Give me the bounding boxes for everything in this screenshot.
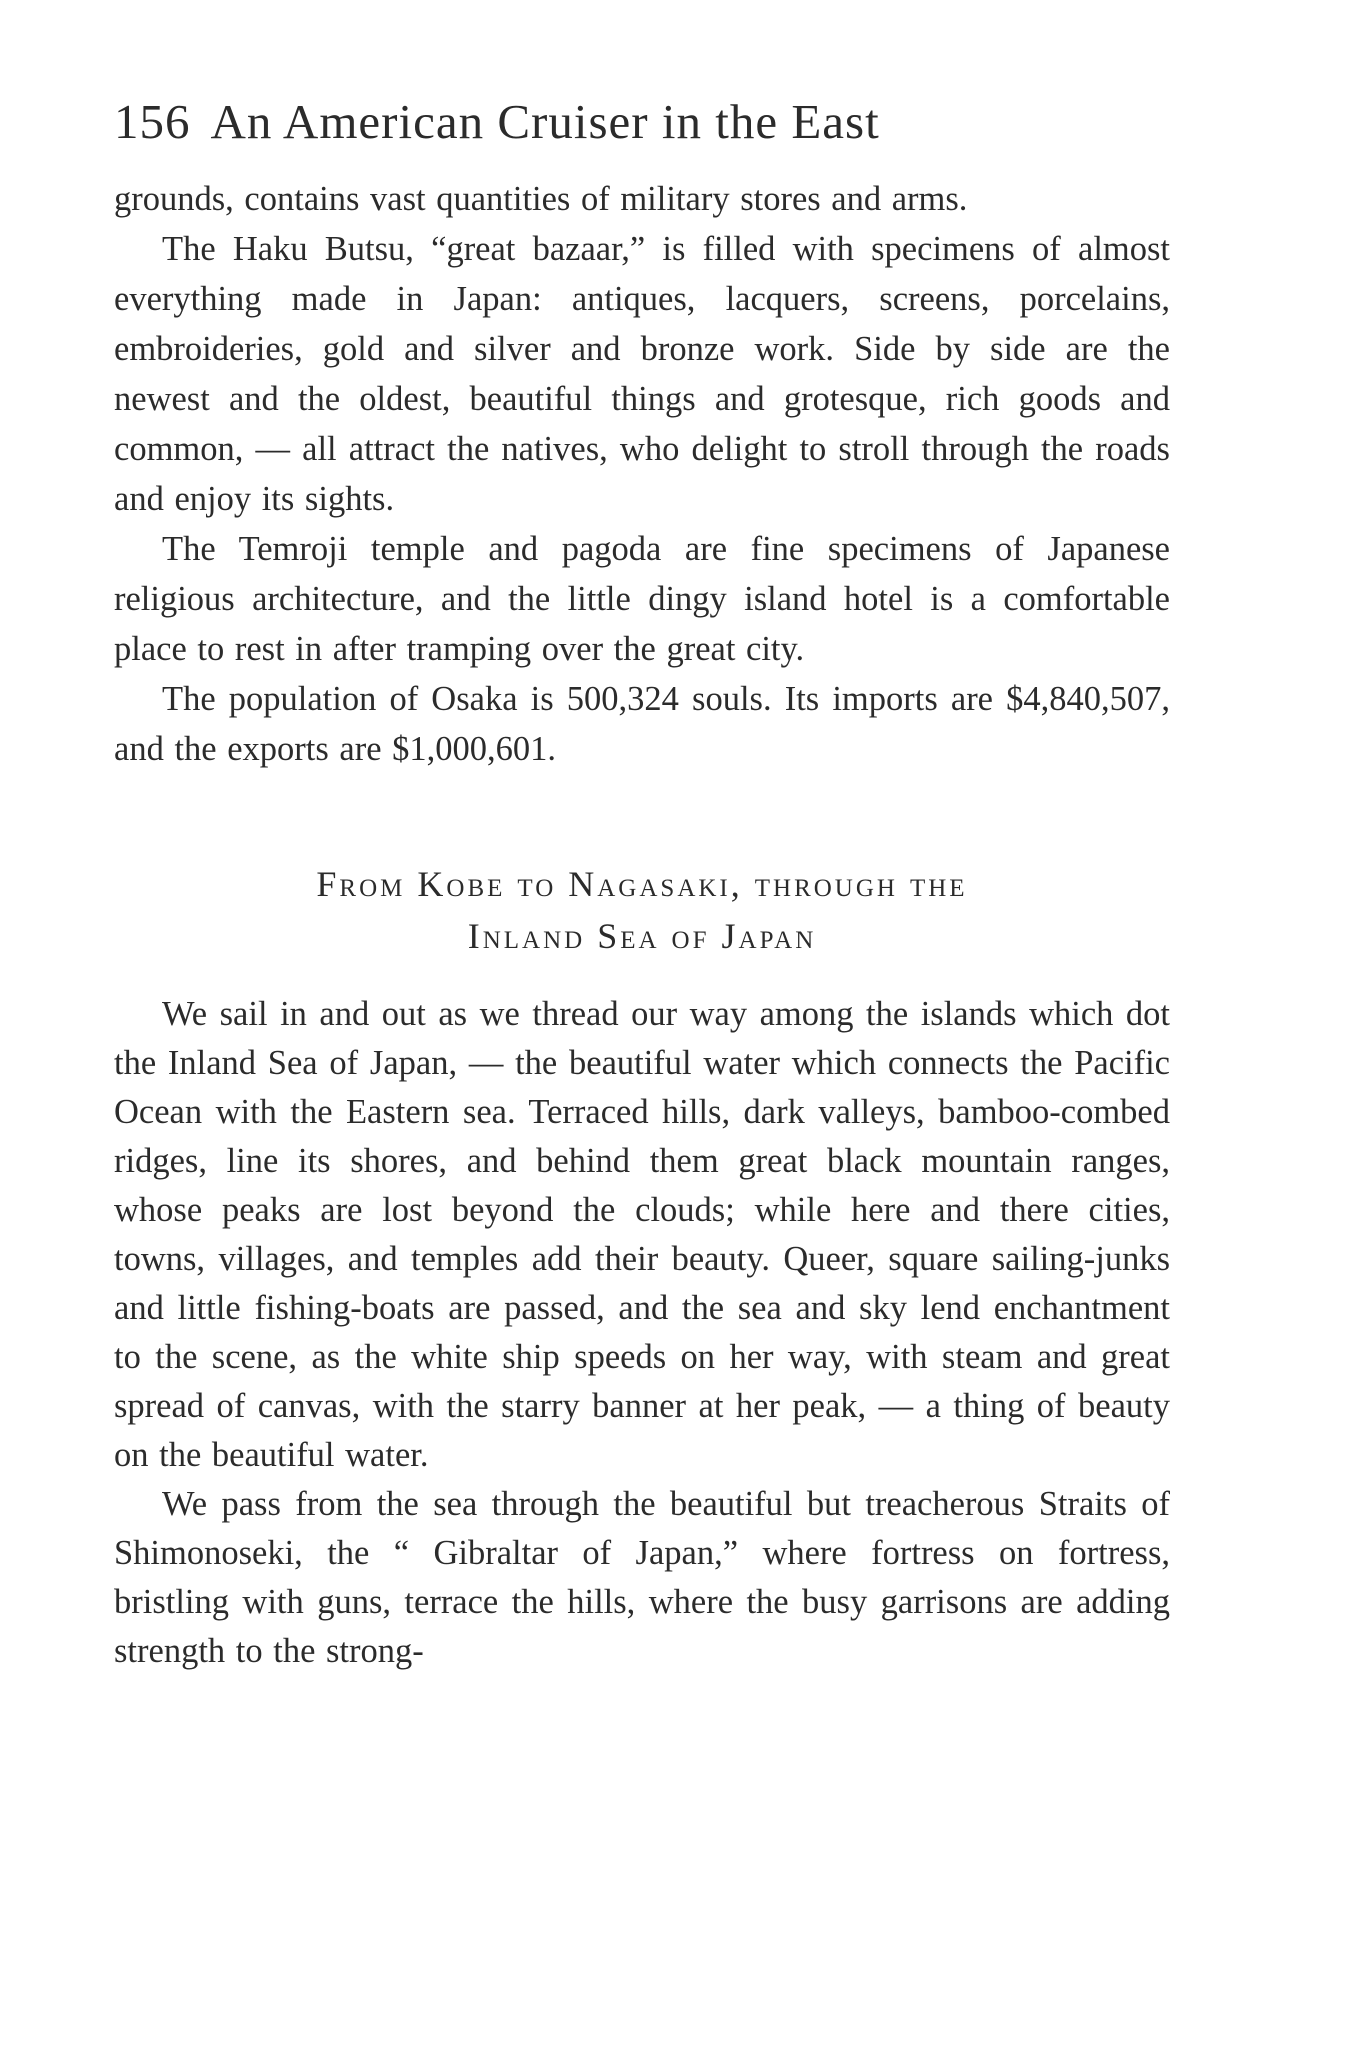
paragraph: The Haku Butsu, “great bazaar,” is filled with specimens of almost everything made in Japan: antiques, lacquers, screens, porcelains, embroideries, gold and silver and bronze work. Side by side are the newest and the oldest, beautiful things and grotesque, rich goods and common, — all attract the natives, who delight to stroll through the roads and enjoy its sights. bbox=[114, 230, 1170, 518]
book-title: An American Cruiser in the East bbox=[210, 94, 880, 149]
page-number: 156 bbox=[114, 94, 191, 149]
paragraph: The population of Osaka is 500,324 souls. Its imports are $4,840,507, and the exports are $1,000,601. bbox=[114, 680, 1170, 768]
paragraph: We pass from the sea through the beautiful but treacherous Straits of Shimonoseki, the “ Gibraltar of Japan,” where fortress on fortress, bristling with guns, terrace the hills, where the busy garrisons are adding strength to the strong- bbox=[114, 1485, 1170, 1670]
paragraph: We sail in and out as we thread our way among the islands which dot the Inland Sea of Japan, — the beautiful water which connects the Pacific Ocean with the Eastern sea. Terraced hills, dark valleys, bamboo-combed ridges, line its shores, and behind them great black mountain ranges, whose peaks are lost beyond the clouds; while here and there cities, towns, villages, and temples add their beauty. Queer, square sailing-junks and little fishing-boats are passed, and the sea and sky lend enchantment to the scene, as the white ship speeds on her way, with steam and great spread of canvas, with the starry banner at her peak, — a thing of beauty on the beautiful water. bbox=[114, 995, 1170, 1474]
section-heading-line: From Kobe to Nagasaki, through the bbox=[316, 864, 968, 904]
section-heading-line: Inland Sea of Japan bbox=[467, 916, 817, 956]
paragraph: grounds, contains vast quantities of military stores and arms. bbox=[114, 180, 968, 218]
text-block-osaka bbox=[114, 174, 1170, 774]
book-page bbox=[114, 90, 1170, 2030]
running-head bbox=[114, 90, 1170, 154]
text-block-inland-sea bbox=[114, 990, 1170, 1676]
paragraph: The Temroji temple and pagoda are fine specimens of Japanese religious architecture, and the little dingy island hotel is a comfortable place to rest in after tramping over the great city. bbox=[114, 530, 1170, 668]
section-heading bbox=[114, 858, 1170, 962]
